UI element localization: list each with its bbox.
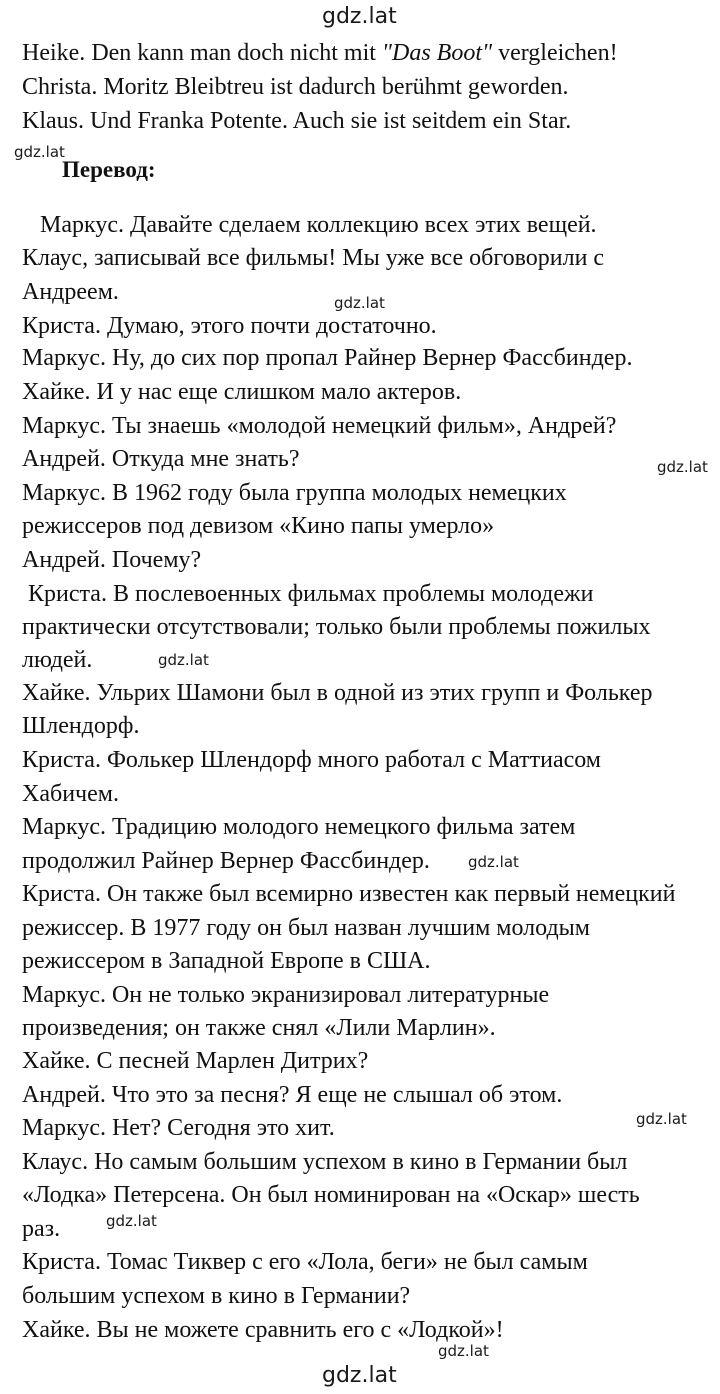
translation-line: произведения; он также снял «Лили Марлин». (22, 1015, 496, 1041)
watermark-bottom: gdz.lat (322, 1363, 397, 1388)
translation-line: Маркус. Ну, до сих пор пропал Райнер Вернер Фассбиндер. (22, 345, 633, 371)
translation-line: «Лодка» Петерсена. Он был номинирован на «Оскар» шесть (22, 1182, 640, 1208)
watermark: gdz.lat (636, 1110, 687, 1128)
translation-line: Хайке. И у нас еще слишком мало актеров. (22, 379, 462, 405)
translation-line: Маркус. Нет? Сегодня это хит. (22, 1115, 335, 1141)
translation-line: Криста. Он также был всемирно известен как первый немецкий (22, 881, 676, 907)
translation-line: режиссером в Западной Европе в США. (22, 948, 431, 974)
translation-line: Хайке. Вы не можете сравнить его с «Лодкой»! (22, 1317, 504, 1343)
film-title: "Das Boot" (381, 40, 493, 66)
translation-line: Андреем. (22, 279, 119, 305)
translation-line: Хайке. С песней Марлен Дитрих? (22, 1048, 369, 1074)
watermark: gdz.lat (334, 294, 385, 312)
translation-line: Андрей. Почему? (22, 547, 202, 573)
translation-line: Андрей. Что это за песня? Я еще не слышал об этом. (22, 1082, 563, 1108)
translation-line: Криста. Думаю, этого почти достаточно. (22, 313, 437, 339)
translation-line: людей. (22, 647, 93, 673)
german-line: Klaus. Und Franka Potente. Auch sie ist seitdem ein Star. (22, 108, 572, 134)
translation-line: Криста. В послевоенных фильмах проблемы молодежи (22, 581, 594, 607)
translation-line: Клаус, записывай все фильмы! Мы уже все обговорили с (22, 245, 605, 271)
translation-line: Шлендорф. (22, 713, 140, 739)
watermark: gdz.lat (657, 458, 708, 476)
german-line: Heike. Den kann man doch nicht mit "Das Boot" vergleichen! (22, 40, 618, 66)
translation-line: Маркус. Ты знаешь «молодой немецкий фильм», Андрей? (22, 413, 617, 439)
watermark: gdz.lat (468, 853, 519, 871)
translation-line: Маркус. Традицию молодого немецкого фильма затем (22, 814, 576, 840)
translation-line: Хабичем. (22, 781, 119, 807)
translation-heading: Перевод: (62, 157, 156, 182)
watermark: gdz.lat (14, 143, 65, 161)
translation-line: Криста. Томас Тиквер с его «Лола, беги» не был самым (22, 1249, 588, 1275)
translation-line: режиссер. В 1977 году он был назван лучшим молодым (22, 915, 590, 941)
watermark-top: gdz.lat (322, 4, 397, 29)
translation-line: большим успехом в кино в Германии? (22, 1283, 411, 1309)
translation-line: практически отсутствовали; только были проблемы пожилых (22, 614, 651, 640)
translation-line: продолжил Райнер Вернер Фассбиндер. (22, 848, 430, 874)
watermark: gdz.lat (106, 1212, 157, 1230)
translation-line: Маркус. Он не только экранизировал литературные (22, 982, 550, 1008)
translation-line: Андрей. Откуда мне знать? (22, 446, 300, 472)
translation-line: Клаус. Но самым большим успехом в кино в Германии был (22, 1149, 628, 1175)
translation-line: Маркус. В 1962 году была группа молодых немецких (22, 480, 567, 506)
translation-line: Маркус. Давайте сделаем коллекцию всех этих вещей. (22, 212, 597, 238)
translation-line: режиссеров под девизом «Кино папы умерло» (22, 513, 495, 539)
translation-line: Хайке. Ульрих Шамони был в одной из этих групп и Фолькер (22, 680, 653, 706)
speaker: Heike. (22, 40, 86, 66)
watermark: gdz.lat (158, 651, 209, 669)
translation-line: раз. (22, 1216, 61, 1242)
watermark: gdz.lat (438, 1342, 489, 1360)
german-line: Christa. Moritz Bleibtreu ist dadurch berühmt geworden. (22, 74, 569, 100)
translation-line: Криста. Фолькер Шлендорф много работал с Маттиасом (22, 747, 601, 773)
